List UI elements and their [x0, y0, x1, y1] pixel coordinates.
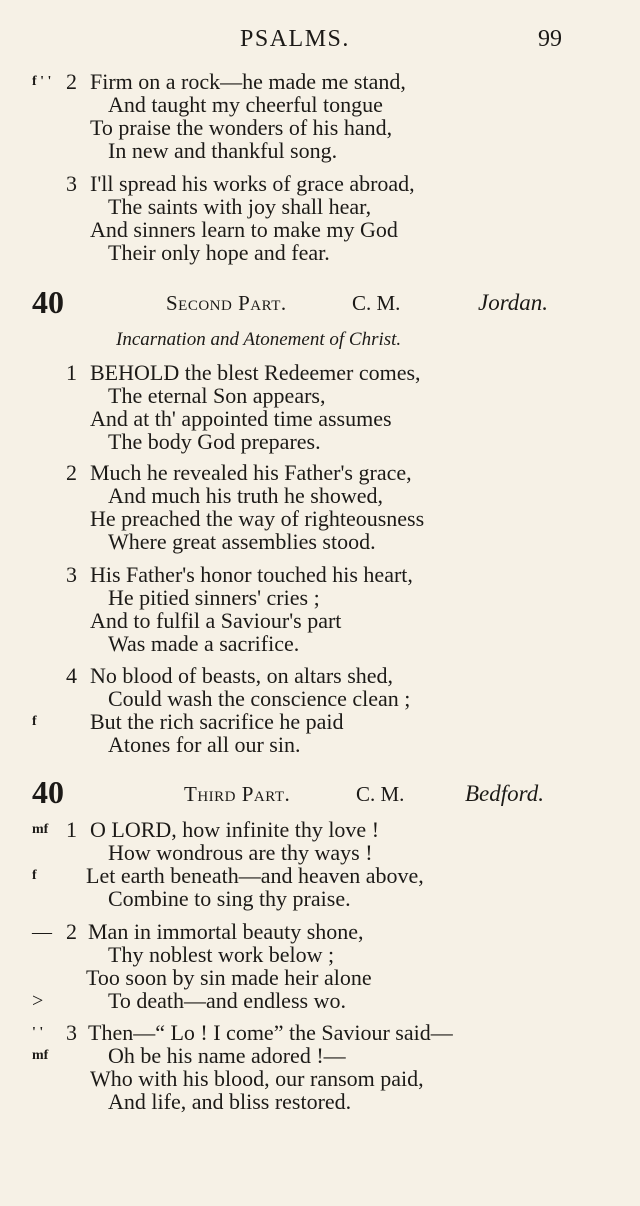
verse-number: 2	[66, 460, 77, 485]
verse-line: Was made a sacrifice.	[108, 631, 300, 656]
dynamic-mark: mf	[32, 1048, 49, 1063]
hymn-number: 40	[32, 774, 64, 810]
tune-name: Bedford.	[465, 781, 544, 806]
verse-line: O LORD, how infinite thy love !	[90, 817, 380, 842]
hymn-meter: C. M.	[356, 782, 405, 806]
verse-number: 1	[66, 817, 77, 842]
running-title: PSALMS.	[240, 26, 350, 52]
dynamic-mark: f ' '	[32, 74, 52, 89]
verse-number: 1	[66, 360, 77, 385]
verse-line: No blood of beasts, on altars shed,	[90, 663, 394, 688]
dynamic-mark: —	[32, 921, 52, 943]
dynamic-mark: >	[32, 990, 44, 1012]
verse-line: Could wash the conscience clean ;	[108, 686, 411, 711]
verse-line: Oh be his name adored !—	[108, 1043, 346, 1068]
hymn-part: Third Part.	[184, 782, 291, 806]
verse-line: Man in immortal beauty shone,	[88, 919, 364, 944]
verse-line: To death—and endless wo.	[108, 988, 346, 1013]
verse-line: Their only hope and fear.	[108, 240, 330, 265]
verse-line: And taught my cheerful tongue	[108, 92, 383, 117]
dynamic-mark: f	[32, 714, 37, 729]
verse-line: How wondrous are thy ways !	[108, 840, 373, 865]
verse-line: And much his truth he showed,	[108, 483, 383, 508]
page-number: 99	[538, 26, 562, 52]
verse-line: He preached the way of righteousness	[90, 506, 425, 531]
verse-line: Let earth beneath—and heaven above,	[86, 863, 424, 888]
verse-number: 2	[66, 919, 77, 944]
verse-line: And life, and bliss restored.	[108, 1089, 352, 1114]
hymn-subtitle: Incarnation and Atonement of Christ.	[116, 329, 402, 350]
verse-line: And at th' appointed time assumes	[90, 406, 392, 431]
verse-line: The saints with joy shall hear,	[108, 194, 372, 219]
verse-line: And to fulfil a Saviour's part	[90, 608, 342, 633]
verse-number: 2	[66, 69, 77, 94]
verse-number: 3	[66, 171, 77, 196]
verse-line: In new and thankful song.	[108, 138, 338, 163]
verse-line: Much he revealed his Father's grace,	[90, 460, 412, 485]
verse-line: Then—“ Lo ! I come” the Saviour said—	[88, 1020, 453, 1045]
verse-line: I'll spread his works of grace abroad,	[90, 171, 415, 196]
verse-line: His Father's honor touched his heart,	[90, 562, 413, 587]
verse-line: Atones for all our sin.	[108, 732, 301, 757]
verse-line: Too soon by sin made heir alone	[86, 965, 372, 990]
verse-line: Where great assemblies stood.	[108, 529, 376, 554]
verse-line: Combine to sing thy praise.	[108, 886, 351, 911]
verse-number: 4	[66, 663, 77, 688]
verse-line: Who with his blood, our ransom paid,	[90, 1066, 424, 1091]
dynamic-mark: f	[32, 868, 37, 883]
verse-line: And sinners learn to make my God	[90, 217, 398, 242]
verse-line: Thy noblest work below ;	[108, 942, 335, 967]
dynamic-mark: mf	[32, 822, 49, 837]
dynamic-mark: ' '	[32, 1025, 44, 1040]
hymn-number: 40	[32, 284, 64, 320]
verse-line: He pitied sinners' cries ;	[108, 585, 320, 610]
hymn-part: Second Part.	[166, 291, 287, 315]
verse-line: BEHOLD the blest Redeemer comes,	[90, 360, 421, 385]
hymn-meter: C. M.	[352, 291, 401, 315]
verse-number: 3	[66, 562, 77, 587]
verse-line: The body God prepares.	[108, 429, 321, 454]
verse-line: To praise the wonders of his hand,	[90, 115, 393, 140]
tune-name: Jordan.	[478, 290, 549, 315]
verse-line: But the rich sacrifice he paid	[90, 709, 344, 734]
verse-line: Firm on a rock—he made me stand,	[90, 69, 406, 94]
verse-number: 3	[66, 1020, 77, 1045]
verse-line: The eternal Son appears,	[108, 383, 326, 408]
